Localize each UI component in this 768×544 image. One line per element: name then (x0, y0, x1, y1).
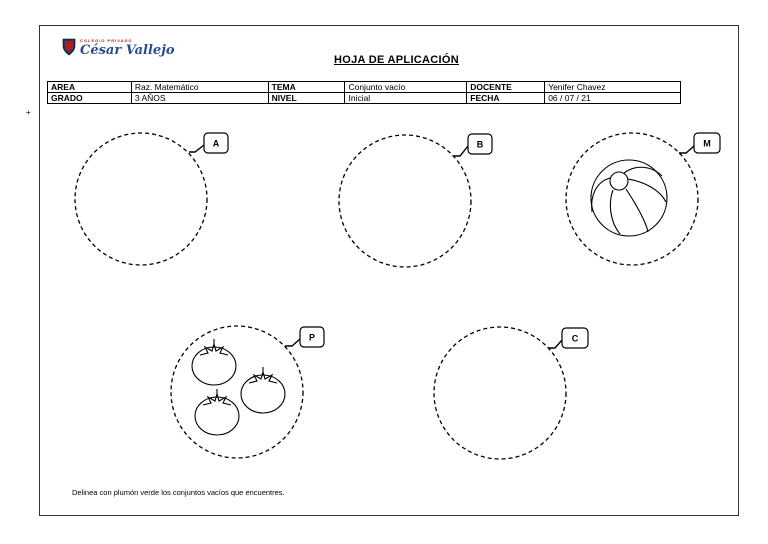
logo-name: César Vallejo (80, 43, 175, 58)
instruction-text: Delinea con plumón verde los conjuntos vacíos que encuentres. (72, 488, 285, 497)
set-b-circle (339, 135, 471, 267)
set-c-label: C (571, 333, 579, 344)
tema-label: TEMA (268, 82, 345, 93)
margin-mark: + (26, 108, 31, 117)
area-value: Raz. Matemático (131, 82, 268, 93)
fecha-value: 06 / 07 / 21 (545, 93, 681, 104)
set-a-circle (75, 133, 207, 265)
fecha-label: FECHA (467, 93, 545, 104)
beach-ball-icon (591, 160, 667, 236)
grado-label: GRADO (48, 93, 132, 104)
page-title: HOJA DE APLICACIÓN (334, 54, 459, 66)
set-a-label: A (212, 138, 220, 149)
area-label: AREA (48, 82, 132, 93)
tomato-icon (241, 367, 285, 413)
set-p-circle (171, 326, 303, 458)
docente-label: DOCENTE (467, 82, 545, 93)
grado-value: 3 AÑOS (131, 93, 268, 104)
tema-value: Conjunto vacío (345, 82, 467, 93)
set-c-circle (434, 327, 566, 459)
set-b-label: B (476, 139, 484, 150)
docente-value: Yenifer Chavez (545, 82, 681, 93)
nivel-value: Inicial (345, 93, 467, 104)
set-m-label: M (703, 138, 711, 149)
nivel-label: NIVEL (268, 93, 345, 104)
logo-tagline: COLEGIO PRIVADO (80, 38, 133, 43)
tomato-icon (195, 389, 239, 435)
tomato-icon (192, 339, 236, 385)
set-p-label: P (308, 332, 316, 343)
